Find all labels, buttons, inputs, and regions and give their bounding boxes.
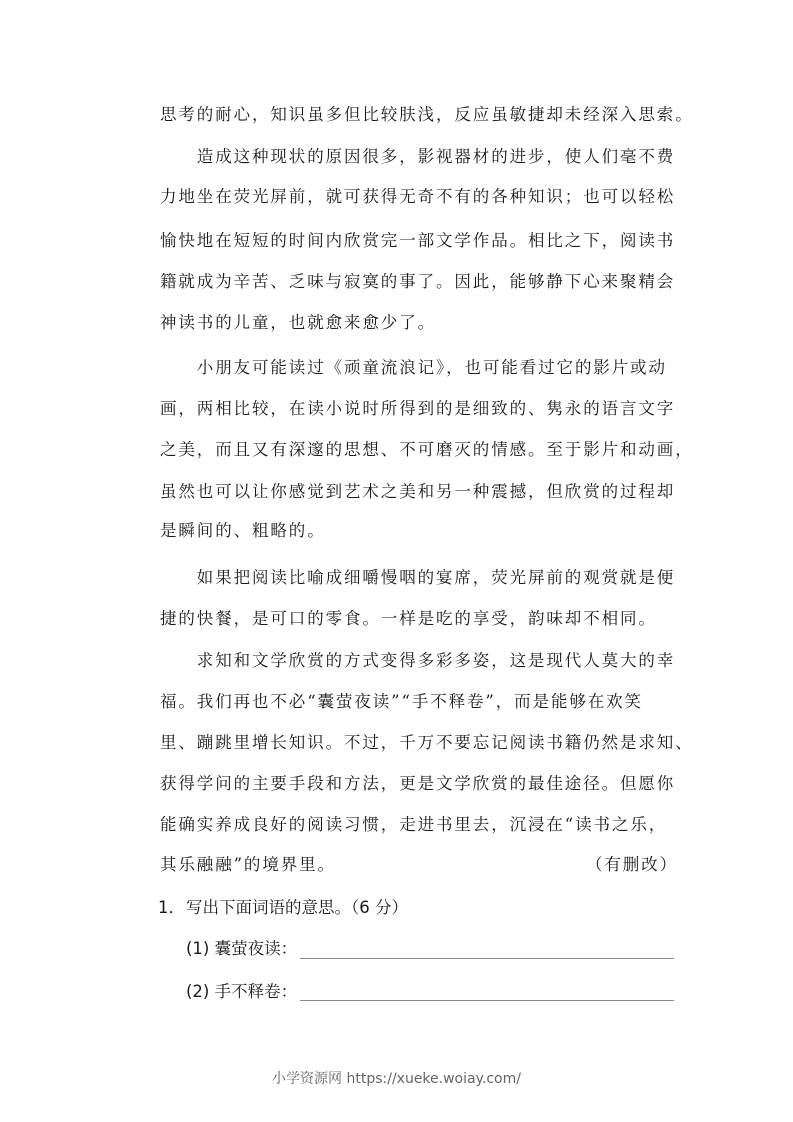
passage-line: 捷的快餐，是可口的零食。一样是吃的享受，韵味却不相同。 — [160, 609, 657, 628]
reading-passage — [160, 103, 694, 874]
passage-line: 神读书的儿童，也就愈来愈少了。 — [160, 313, 436, 332]
passage-line: 其乐融融”的境界里。 — [160, 855, 336, 874]
passage-line: 能确实养成良好的阅读习惯，走进书里去，沉浸在“读书之乐， — [160, 815, 668, 834]
passage-line: 籍就成为辛苦、乏味与寂寞的事了。因此，能够静下心来聚精会 — [160, 272, 676, 291]
passage-line: 思考的耐心，知识虽多但比较肤浅，反应虽敏捷却未经深入思索。 — [160, 105, 694, 124]
passage-line: 虽然也可以让你感觉到艺术之美和另一种震撼，但欣赏的过程却 — [160, 482, 676, 501]
passage-line: 获得学问的主要手段和方法，更是文学欣赏的最佳途径。但愿你 — [160, 774, 676, 793]
answer-blank-1[interactable] — [300, 958, 674, 959]
passage-line: 如果把阅读比喻成细嚼慢咽的宴席，荧光屏前的观赏就是便 — [160, 568, 676, 587]
question-item-label: (1) 囊萤夜读： — [186, 939, 298, 958]
passage-line: 里、蹦跳里增长知识。不过，千万不要忘记阅读书籍仍然是求知、 — [160, 733, 694, 752]
passage-line: 之美，而且又有深邃的思想、不可磨灭的情感。至于影片和动画， — [160, 440, 694, 459]
passage-line: 福。我们再也不必“囊萤夜读”“手不释卷”，而是能够在欢笑 — [160, 692, 643, 711]
footer-watermark: 小学资源网 https://xueke.woiay.com/ — [272, 1071, 521, 1087]
question-prompt: 写出下面词语的意思。（6 分） — [186, 898, 408, 917]
answer-blank-2[interactable] — [300, 1000, 674, 1001]
passage-line: 是瞬间的、粗略的。 — [160, 521, 326, 540]
passage-line: 愉快地在短短的时间内欣赏完一部文学作品。相比之下，阅读书 — [160, 231, 676, 250]
question-item-label: (2) 手不释卷： — [186, 982, 298, 1001]
source-note: （有删改） — [586, 855, 678, 874]
passage-line: 求知和文学欣赏的方式变得多彩多姿，这是现代人莫大的幸 — [160, 651, 676, 670]
question-number: 1． — [158, 898, 185, 917]
passage-line: 力地坐在荧光屏前，就可获得无奇不有的各种知识；也可以轻松 — [160, 187, 676, 206]
passage-line: 画，两相比较，在读小说时所得到的是细致的、隽永的语言文字 — [160, 399, 676, 418]
passage-line: 造成这种现状的原因很多，影视器材的进步，使人们毫不费 — [160, 147, 676, 166]
passage-line: 小朋友可能读过《顽童流浪记》，也可能看过它的影片或动 — [160, 358, 667, 377]
